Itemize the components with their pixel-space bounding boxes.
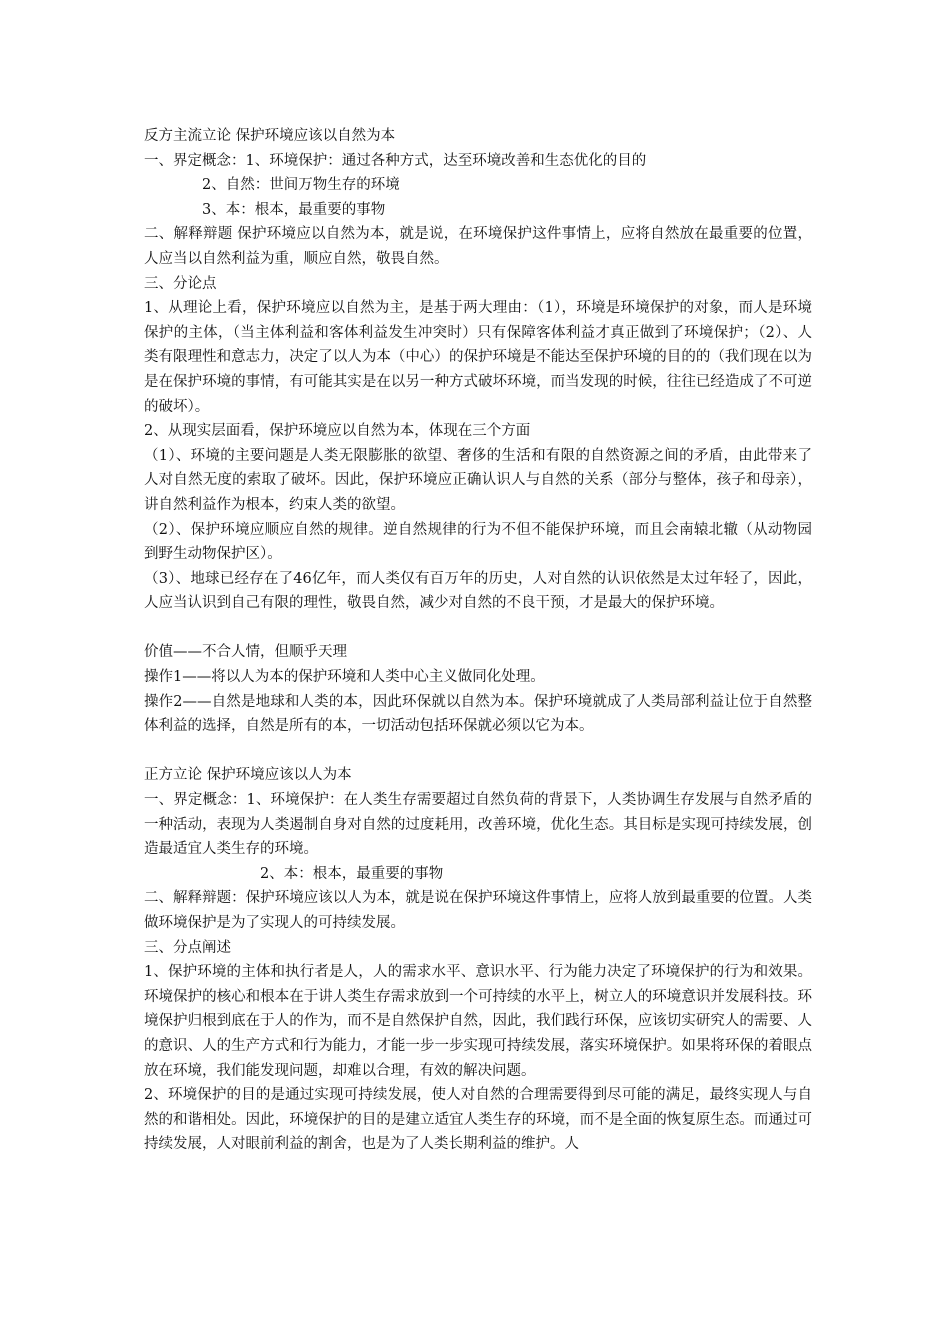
paragraph: 一、界定概念：1、环境保护：通过各种方式，达至环境改善和生态优化的目的 — [144, 152, 647, 169]
paragraph: 操作1——将以人为本的保护环境和人类中心主义做同化处理。 — [144, 669, 545, 686]
paragraph: 二、解释辩题 保护环境应以自然为本，就是说，在环境保护这件事情上，应将自然放在最重要的位置，人应当以自然利益为重，顺应自然，敬畏自然。 — [144, 226, 812, 267]
paragraph: 价值——不合人情，但顺乎天理 — [144, 644, 347, 661]
paragraph: 三、分点阐述 — [144, 939, 231, 956]
paragraph: 三、分论点 — [144, 275, 217, 292]
blank-line — [144, 616, 812, 641]
paragraph: （3）、地球已经存在了46亿年，而人类仅有百万年的历史，人对自然的认识依然是太过年轻了，因此，人应当认识到自己有限的理性，敬畏自然，减少对自然的不良干预，才是最大的保护环境。 — [144, 570, 812, 612]
paragraph: 反方主流立论 保护环境应该以自然为本 — [144, 128, 396, 144]
paragraph: 一、界定概念：1、环境保护：在人类生存需要超过自然负荷的背景下，人类协调生存发展与自然矛盾的一种活动，表现为人类遏制自身对自然的过度耗用，改善环境，优化生态。其目标是实现可持续发展，创造最适宜人类生存的环境。 — [144, 792, 812, 858]
paragraph: 2、环境保护的目的是通过实现可持续发展，使人对自然的合理需要得到尽可能的满足，最终实现人与自然的和谐相处。因此，环境保护的目的是建立适宜人类生存的环境，而不是全面的恢复原生态。而通过可持续发展，人对眼前利益的割舍，也是为了人类长期利益的维护。人 — [144, 1087, 812, 1153]
paragraph: 3、本：根本，最重要的事物 — [202, 201, 386, 218]
document-page — [144, 124, 812, 1157]
paragraph: 2、自然：世间万物生存的环境 — [202, 177, 400, 194]
blank-line — [144, 739, 812, 764]
paragraph: 操作2——自然是地球和人类的本，因此环保就以自然为本。保护环境就成了人类局部利益让位于自然整体利益的选择，自然是所有的本，一切活动包括环保就必须以它为本。 — [144, 693, 812, 735]
paragraph: 2、本：根本，最重要的事物 — [260, 865, 444, 882]
paragraph: 1、从理论上看，保护环境应以自然为主，是基于两大理由：（1），环境是环境保护的对象，而人是环境保护的主体，（当主体利益和客体利益发生冲突时）只有保障客体利益才真正做到了环境保护；（2）、人类有限理性和意志力，决定了以人为本（中心）的保护环境是不能达至保护环境的目的的（我们现在以为是在保护环境的事情，有可能其实是在以另一种方式破坏环境，而当发现的时候，往往已经造成了不可逆的破坏）。 — [144, 300, 812, 415]
paragraph: 1、保护环境的主体和执行者是人，人的需求水平、意识水平、行为能力决定了环境保护的行为和效果。环境保护的核心和根本在于讲人类生存需求放到一个可持续的水平上，树立人的环境意识并发展科技。环境保护归根到底在于人的作为，而不是自然保护自然，因此，我们践行环保，应该切实研究人的需要、人的意识、人的生产方式和行为能力，才能一步一步实现可持续发展，落实环境保护。如果将环保的着眼点放在环境，我们能发现问题，却难以合理，有效的解决问题。 — [144, 964, 812, 1079]
paragraph: 正方立论 保护环境应该以人为本 — [144, 767, 352, 784]
paragraph: 二、解释辩题：保护环境应该以人为本，就是说在保护环境这件事情上，应将人放到最重要的位置。人类做环境保护是为了实现人的可持续发展。 — [144, 890, 812, 931]
paragraph: （2）、保护环境应顺应自然的规律。逆自然规律的行为不但不能保护环境，而且会南辕北辙（从动物园到野生动物保护区）。 — [144, 521, 812, 563]
paragraph: （1）、环境的主要问题是人类无限膨胀的欲望、奢侈的生活和有限的自然资源之间的矛盾，由此带来了人对自然无度的索取了破坏。因此，保护环境应正确认识人与自然的关系（部分与整体，孩子和母亲），讲自然利益作为根本，约束人类的欲望。 — [144, 447, 812, 513]
paragraph: 2、从现实层面看，保护环境应以自然为本，体现在三个方面 — [144, 423, 531, 440]
